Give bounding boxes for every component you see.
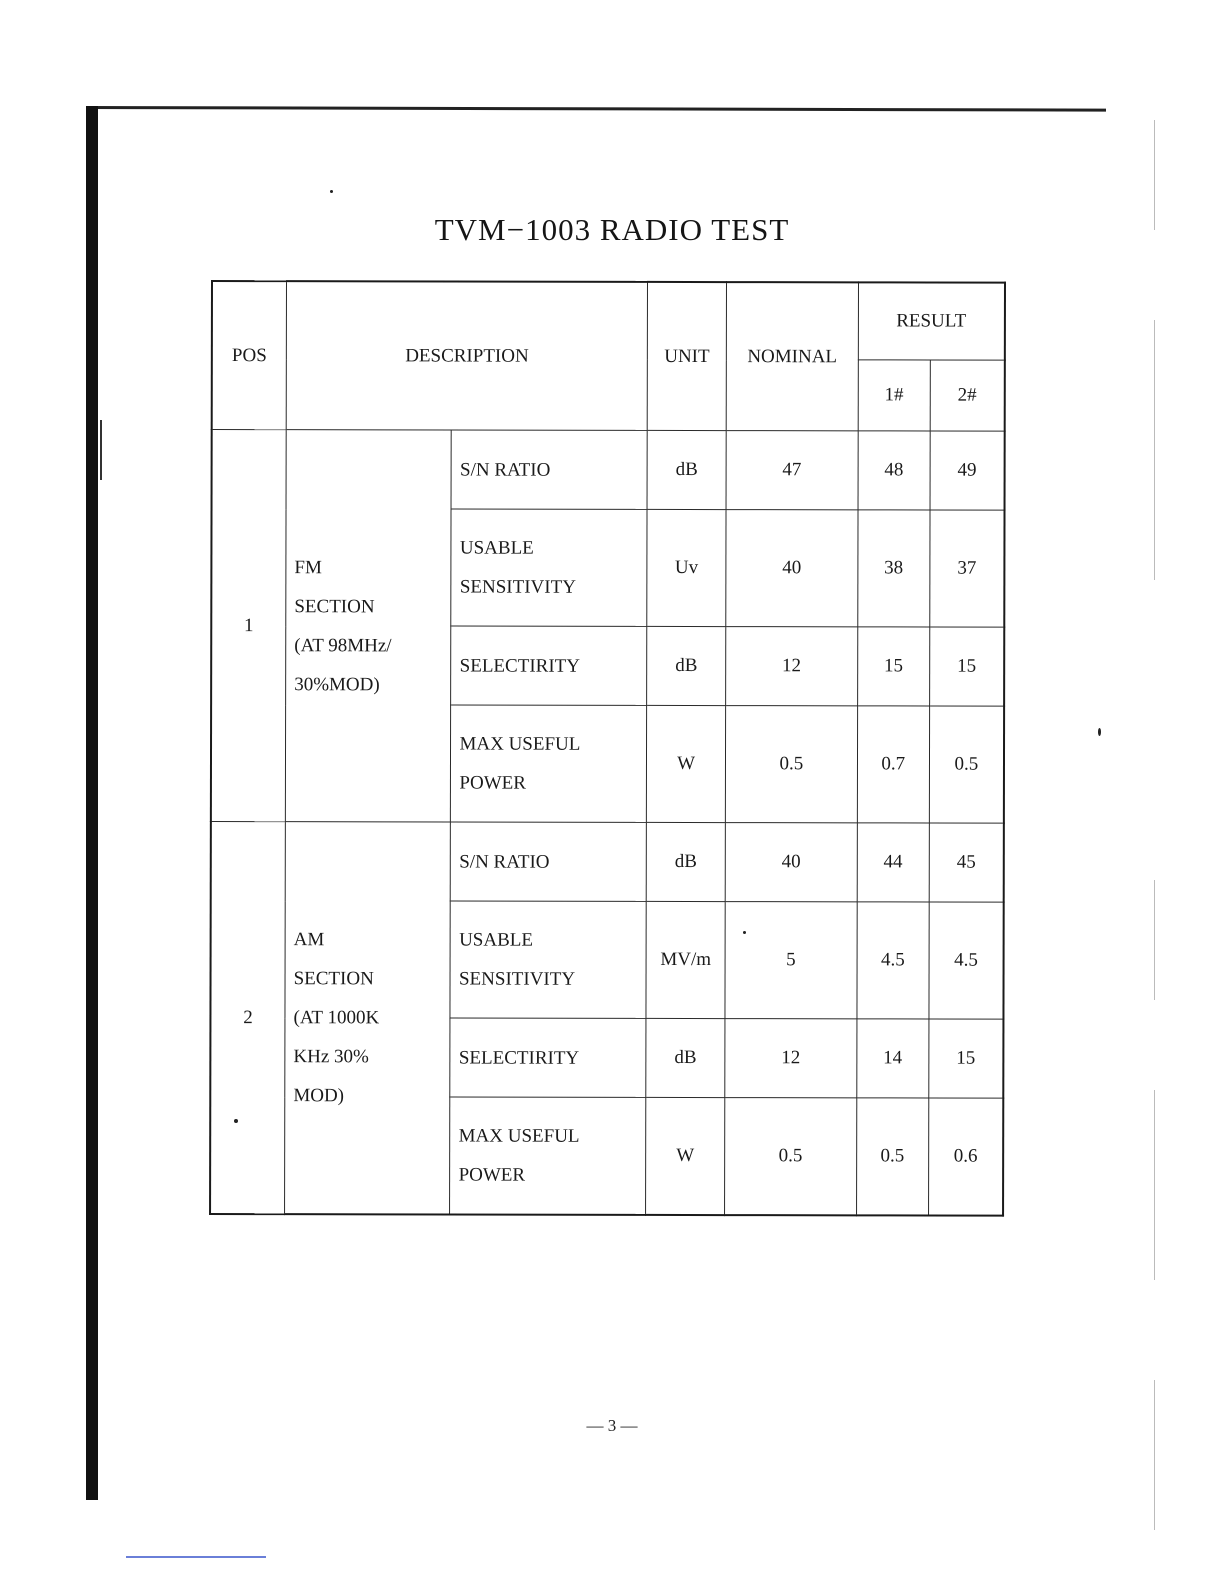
section-line: KHz 30% xyxy=(293,1046,369,1068)
nominal-cell: 5 xyxy=(725,902,857,1019)
result-2-cell: 15 xyxy=(930,627,1005,706)
section-cell xyxy=(285,430,451,822)
unit-cell: dB xyxy=(647,430,726,509)
scan-right-mark xyxy=(1154,320,1155,580)
table-body xyxy=(210,430,1005,1216)
scan-left-edge-mark xyxy=(100,420,102,480)
result-1-cell: 14 xyxy=(856,1019,928,1098)
section-line: AM xyxy=(293,929,325,951)
item-cell xyxy=(451,705,647,822)
item-line: POWER xyxy=(458,1164,526,1186)
nominal-cell: 12 xyxy=(725,1019,857,1098)
item-cell xyxy=(451,822,647,901)
section-line: (AT 1000K xyxy=(293,1007,380,1029)
scan-speck xyxy=(330,190,333,193)
result-2-cell: 45 xyxy=(929,823,1004,902)
nominal-cell: 12 xyxy=(726,627,858,706)
section-line: 30%MOD) xyxy=(294,673,380,695)
scan-right-mark xyxy=(1154,1380,1155,1530)
nominal-cell: 40 xyxy=(726,510,858,627)
result-1-cell: 15 xyxy=(857,627,929,706)
scan-left-edge xyxy=(86,106,98,1500)
result-2-cell: 37 xyxy=(930,510,1005,627)
item-line: SENSITIVITY xyxy=(458,968,576,990)
item-cell xyxy=(451,626,647,705)
scan-right-mark xyxy=(1154,880,1155,1000)
page-number: — 3 — xyxy=(586,1416,638,1435)
scan-right-mark xyxy=(1154,1090,1155,1280)
section-line: MOD) xyxy=(293,1085,345,1107)
result-1-cell: 0.5 xyxy=(856,1098,928,1216)
result-1-cell: 0.7 xyxy=(857,706,929,823)
section-line: FM xyxy=(294,556,322,578)
nominal-cell: 47 xyxy=(726,431,858,510)
item-line: S/N RATIO xyxy=(460,459,551,481)
header-description: DESCRIPTION xyxy=(286,281,647,430)
scan-bottom-line xyxy=(126,1556,266,1558)
item-line: MAX USEFUL xyxy=(458,1125,580,1147)
scan-speck xyxy=(1098,728,1101,736)
result-1-cell: 38 xyxy=(857,510,929,627)
header-result-2: 2# xyxy=(930,360,1005,431)
pos-cell: 2 xyxy=(210,822,285,1215)
unit-cell: MV/m xyxy=(646,901,725,1018)
unit-cell: W xyxy=(646,1097,725,1215)
header-result-1: 1# xyxy=(858,360,930,431)
item-line: SELECTIRITY xyxy=(458,1047,580,1069)
header-unit: UNIT xyxy=(647,282,726,431)
item-line: POWER xyxy=(459,772,526,794)
table-row xyxy=(211,822,1004,903)
section-line: SECTION xyxy=(293,968,374,990)
unit-cell: W xyxy=(647,705,726,822)
header-pos: POS xyxy=(212,281,287,430)
unit-cell: Uv xyxy=(647,509,726,626)
item-line: SELECTIRITY xyxy=(459,655,581,677)
item-cell xyxy=(451,430,647,509)
unit-cell: dB xyxy=(646,1018,725,1097)
result-2-cell: 49 xyxy=(930,431,1005,510)
nominal-cell: 0.5 xyxy=(725,1098,857,1216)
item-cell xyxy=(451,509,647,626)
result-1-cell: 48 xyxy=(858,431,930,510)
result-1-cell: 44 xyxy=(857,823,929,902)
nominal-cell: 0.5 xyxy=(725,706,857,823)
unit-cell: dB xyxy=(646,822,725,901)
item-cell xyxy=(450,1097,646,1215)
item-cell xyxy=(450,901,646,1018)
table-row xyxy=(212,430,1005,511)
result-2-cell: 0.5 xyxy=(929,706,1004,823)
item-cell xyxy=(450,1018,646,1097)
section-cell xyxy=(285,822,451,1215)
document-title: TVM−1003 RADIO TEST xyxy=(434,212,790,247)
nominal-cell: 40 xyxy=(725,823,857,902)
radio-test-table xyxy=(209,280,1006,1217)
item-line: MAX USEFUL xyxy=(459,733,581,755)
result-2-cell: 0.6 xyxy=(928,1098,1003,1216)
scan-top-rule xyxy=(88,106,1106,112)
item-line: USABLE xyxy=(459,929,534,951)
section-line: (AT 98MHz/ xyxy=(294,634,392,656)
header-nominal: NOMINAL xyxy=(726,282,858,431)
item-line: USABLE xyxy=(459,537,534,559)
header-result: RESULT xyxy=(858,282,1005,360)
section-line: SECTION xyxy=(294,595,375,617)
result-2-cell: 4.5 xyxy=(929,902,1004,1019)
result-1-cell: 4.5 xyxy=(857,902,929,1019)
pos-cell: 1 xyxy=(211,430,286,822)
item-line: SENSITIVITY xyxy=(459,576,576,598)
item-line: S/N RATIO xyxy=(459,851,550,873)
result-2-cell: 15 xyxy=(929,1019,1004,1098)
unit-cell: dB xyxy=(647,626,726,705)
